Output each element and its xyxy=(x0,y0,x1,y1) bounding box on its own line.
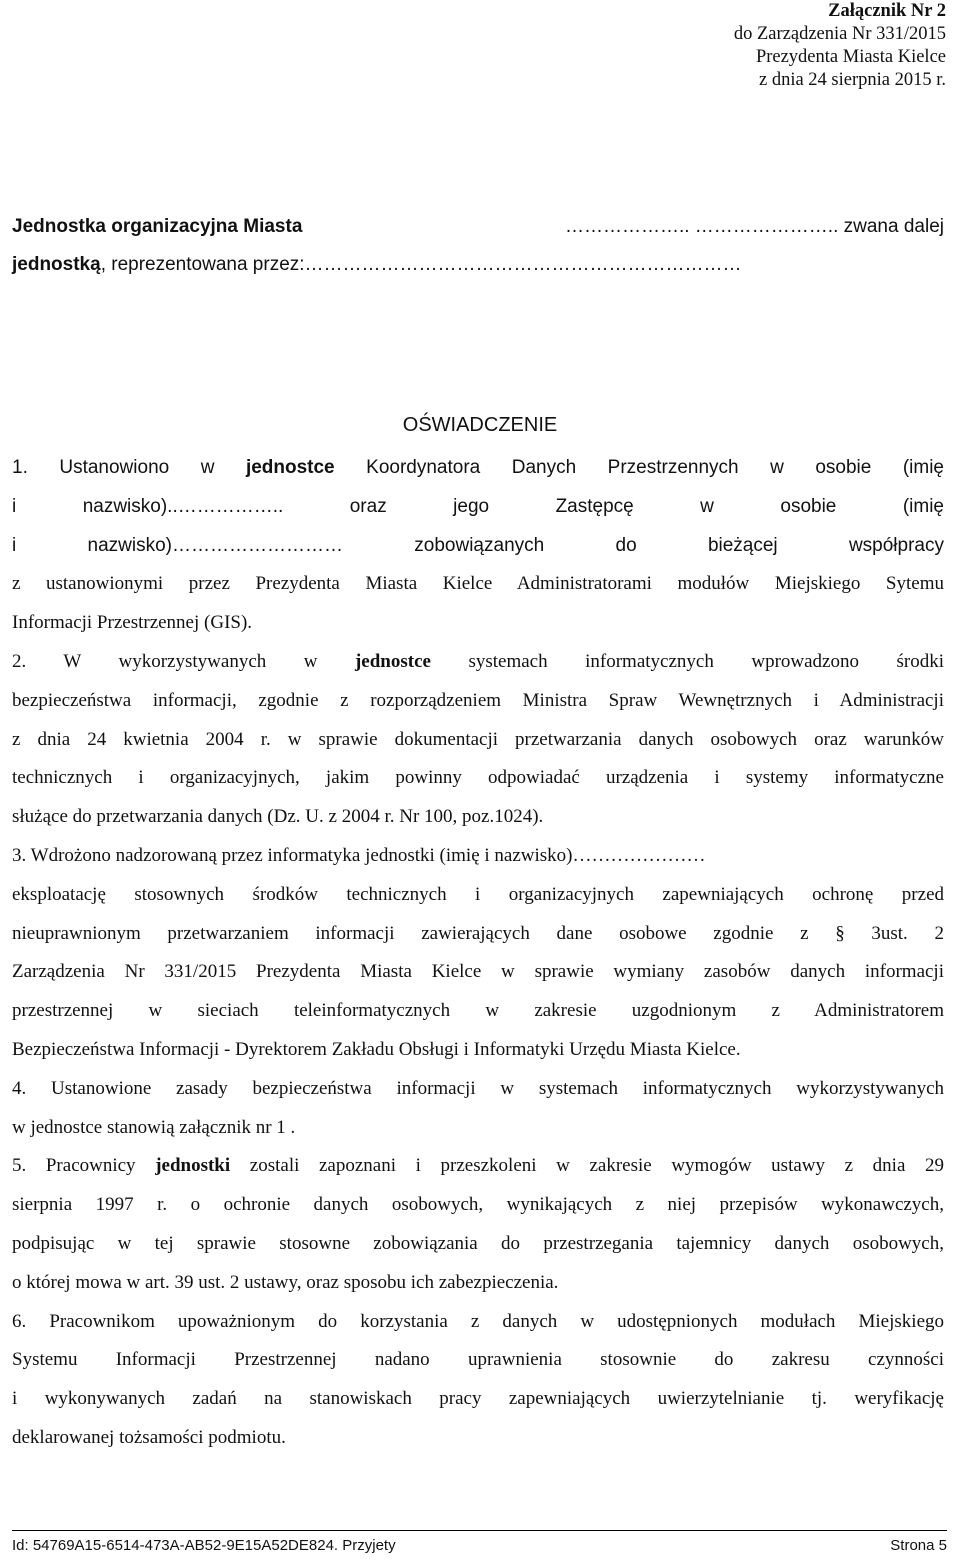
p5-line-2: sierpnia 1997 r. o ochronie danych osobowych, wynikających z niej przepisów wykonawczych, xyxy=(12,1194,944,1216)
p6-line-1: 6. Pracownikom upoważnionym do korzystania z danych w udostępnionych modułach Miejskiego xyxy=(12,1310,944,1332)
p3-line-1: 3. Wdrożono nadzorowaną przez informatyka jednostki (imię i nazwisko)………………… xyxy=(12,844,706,866)
unit-name-blank: ……………….. ………………….. zwana dalej xyxy=(564,216,944,237)
p3-line-5: przestrzennej w sieciach teleinformatycznych w zakresie uzgodnionym z Administratorem xyxy=(12,1000,944,1022)
p1-text-c: Koordynatora Danych Przestrzennych w osobie (imię xyxy=(334,457,944,478)
p3-line-6: Bezpieczeństwa Informacji - Dyrektorem Zakładu Obsługi i Informatyki Urzędu Miasta Kielce. xyxy=(12,1038,741,1060)
p6-line-3: i wykonywanych zadań na stanowiskach pracy zapewniających uwierzytelnianie tj. weryfikację xyxy=(12,1388,944,1410)
paragraph-3 xyxy=(12,837,944,1070)
attachment-number: Załącznik Nr 2 xyxy=(828,1,946,21)
p2-bold-term: jednostce xyxy=(354,650,431,672)
p3-line-4: Zarządzenia Nr 331/2015 Prezydenta Miasta Kielce w sprawie wymiany zasobów danych informacji xyxy=(12,961,944,983)
p1-bold-term: jednostce xyxy=(245,457,335,478)
p5-line-3: podpisując w tej sprawie stosowne zobowiązania do przestrzegania tajemnicy danych osobowych, xyxy=(12,1232,944,1254)
representative-blank: , reprezentowana przez:…………………………………………………………… xyxy=(100,254,742,275)
p5-text-a: 5. Pracownicy xyxy=(12,1155,156,1177)
p1-line-2: i nazwisko)..…………….. oraz jego Zastępcę w osobie (imię xyxy=(12,495,944,517)
paragraph-1 xyxy=(12,449,944,643)
unit-label: Jednostka organizacyjna Miasta xyxy=(12,216,303,237)
unit-term: jednostką xyxy=(12,254,101,275)
unit-declaration xyxy=(12,208,944,284)
p2-line-3: z dnia 24 kwietnia 2004 r. w sprawie dokumentacji przetwarzania danych osobowych oraz warunków xyxy=(12,728,944,750)
p5-line-1 xyxy=(12,1147,944,1186)
p5-line-4: o której mowa w art. 39 ust. 2 ustawy, oraz sposobu ich zabezpieczenia. xyxy=(12,1271,559,1293)
document-title xyxy=(0,414,960,437)
p2-line-4: technicznych i organizacyjnych, jakim powinny odpowiadać urządzenia i systemy informatyczne xyxy=(12,767,944,789)
p2-text-a: 2. W wykorzystywanych w xyxy=(12,650,355,672)
paragraph-6 xyxy=(12,1303,944,1458)
p1-line-1 xyxy=(12,449,944,488)
p6-line-4: deklarowanej tożsamości podmiotu. xyxy=(12,1426,286,1448)
paragraph-4 xyxy=(12,1070,944,1148)
p1-text-a: 1. Ustanowiono w xyxy=(12,457,246,478)
p1-line-4: z ustanowionymi przez Prezydenta Miasta Kielce Administratorami modułów Miejskiego Sytemu xyxy=(12,573,944,595)
p3-line-3: nieuprawnionym przetwarzaniem informacji zawierających dane osobowe zgodnie z § 3ust. 2 xyxy=(12,922,944,944)
ordinance-date: z dnia 24 sierpnia 2015 r. xyxy=(758,70,946,90)
representative-line xyxy=(12,246,944,284)
p6-line-2: Systemu Informacji Przestrzennej nadano uprawnienia stosownie do zakresu czynności xyxy=(12,1349,944,1371)
issuer: Prezydenta Miasta Kielce xyxy=(755,47,946,67)
page-footer xyxy=(12,1537,947,1554)
p5-text-c: zostali zapoznani i przeszkoleni w zakresie wymogów ustawy z dnia 29 xyxy=(230,1155,944,1177)
p5-bold-term: jednostki xyxy=(155,1155,231,1177)
p1-line-5: Informacji Przestrzennej (GIS). xyxy=(12,612,253,634)
p3-line-2: eksploatację stosownych środków technicznych i organizacyjnych zapewniających ochronę przed xyxy=(12,883,944,905)
p4-line-2: w jednostce stanowią załącznik nr 1 . xyxy=(12,1116,296,1138)
ordinance-reference: do Zarządzenia Nr 331/2015 xyxy=(733,24,946,44)
footer-divider xyxy=(12,1530,947,1531)
paragraph-5 xyxy=(12,1147,944,1302)
attachment-header xyxy=(734,0,946,92)
unit-line xyxy=(12,208,944,246)
page-number: Strona 5 xyxy=(890,1537,947,1554)
document-title-text: OŚWIADCZENIE xyxy=(402,414,558,436)
p1-line-3: i nazwisko)……………………… zobowiązanych do bieżącej współpracy xyxy=(12,534,944,556)
p2-line-5: służące do przetwarzania danych (Dz. U. z 2004 r. Nr 100, poz.1024). xyxy=(12,806,544,828)
p2-line-1 xyxy=(12,643,944,682)
declaration-body xyxy=(12,449,944,1458)
p2-text-c: systemach informatycznych wprowadzono środki xyxy=(430,650,944,672)
document-id: Id: 54769A15-6514-473A-AB52-9E15A52DE824. Przyjety xyxy=(12,1537,396,1554)
paragraph-2 xyxy=(12,643,944,837)
p4-line-1: 4. Ustanowione zasady bezpieczeństwa informacji w systemach informatycznych wykorzystywanych xyxy=(12,1077,944,1099)
p2-line-2: bezpieczeństwa informacji, zgodnie z rozporządzeniem Ministra Spraw Wewnętrznych i Administracji xyxy=(12,689,944,711)
